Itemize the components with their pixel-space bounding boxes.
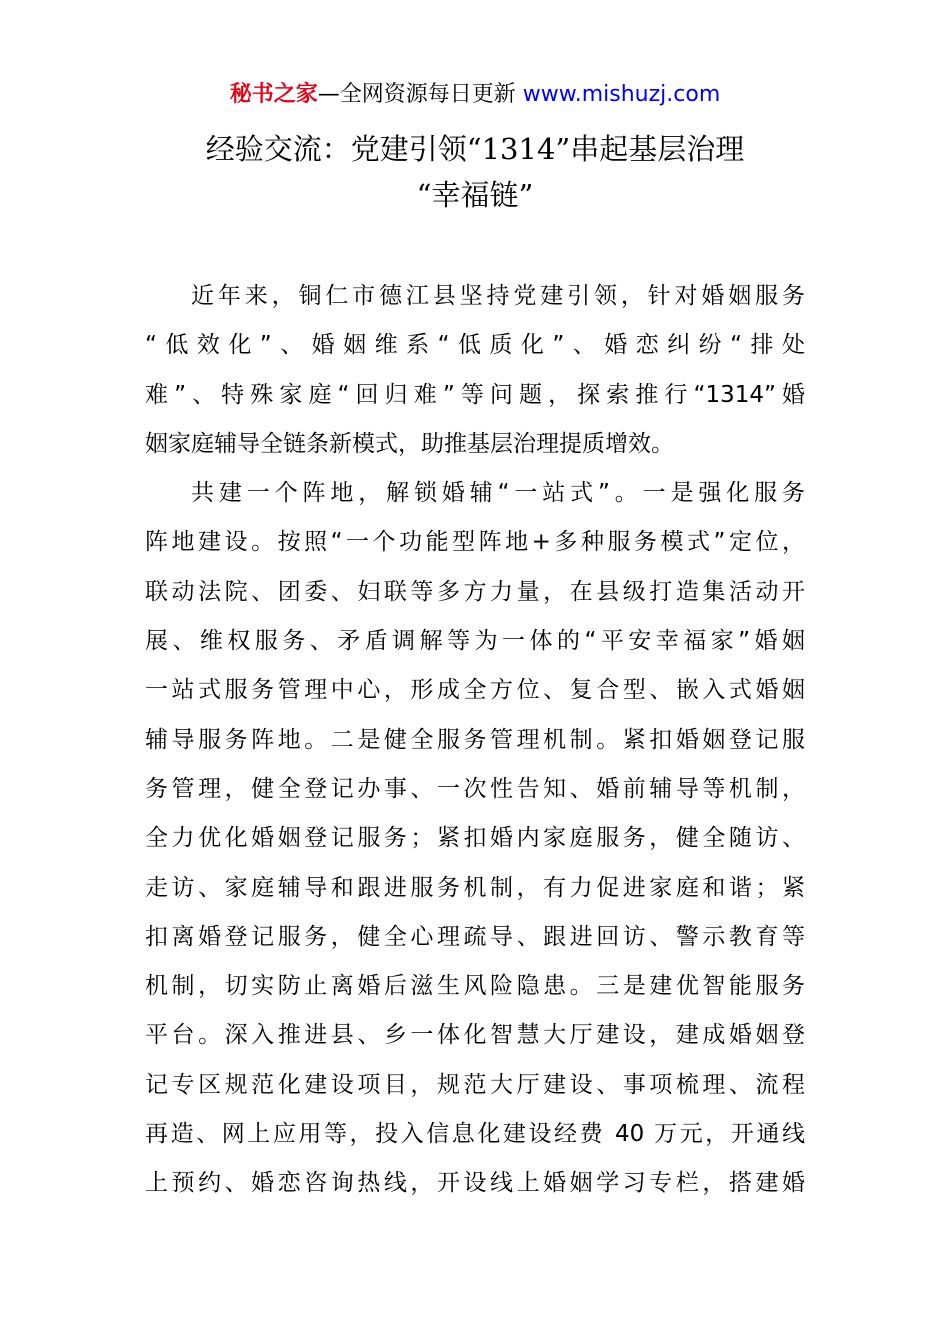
body-line: 共建一个阵地，解锁婚辅“一站式”。一是强化服务 [191, 480, 805, 507]
brand-name: 秘书之家 [229, 82, 318, 107]
body-line: “低效化”、婚姻维系“低质化”、婚恋纠纷“排处 [145, 332, 805, 359]
body-line: 姻家庭辅导全链条新模式，助推基层治理提质增效。 [145, 430, 674, 457]
body-line: 全力优化婚姻登记服务；紧扣婚内家庭服务，健全随访、 [145, 825, 805, 852]
body-line: 阵地建设。按照“一个功能型阵地+多种服务模式”定位， [145, 529, 805, 556]
body-line: 难”、特殊家庭“回归难”等问题，探索推行“1314”婚 [145, 381, 805, 408]
header-slogan: —全网资源每日更新 [317, 82, 516, 107]
article-body [145, 272, 805, 1209]
body-line: 记专区规范化建设项目，规范大厅建设、事项梳理、流程 [145, 1071, 805, 1098]
site-header [0, 80, 950, 110]
body-line: 上预约、婚恋咨询热线，开设线上婚姻学习专栏，搭建婚 [145, 1170, 805, 1197]
body-line: 扣离婚登记服务，健全心理疏导、跟进回访、警示教育等 [145, 923, 805, 950]
body-line: 平台。深入推进县、乡一体化智慧大厅建设，建成婚姻登 [145, 1022, 805, 1049]
title-line-1: 经验交流：党建引领“1314”串起基层治理 [205, 132, 745, 166]
title-line-2: “幸福链” [416, 178, 534, 212]
body-line: 再造、网上应用等，投入信息化建设经费 40 万元，开通线 [145, 1121, 805, 1148]
body-line: 联动法院、团委、妇联等多方力量，在县级打造集活动开 [145, 578, 805, 605]
body-line: 务管理，健全登记办事、一次性告知、婚前辅导等机制， [145, 775, 805, 802]
document-title [0, 126, 950, 218]
body-line: 走访、家庭辅导和跟进服务机制，有力促进家庭和谐；紧 [145, 874, 805, 901]
body-line: 展、维权服务、矛盾调解等为一体的“平安幸福家”婚姻 [145, 628, 805, 655]
body-line: 近年来，铜仁市德江县坚持党建引领，针对婚姻服务 [191, 283, 805, 309]
body-line: 辅导服务阵地。二是健全服务管理机制。紧扣婚姻登记服 [145, 726, 805, 753]
body-line: 机制，切实防止离婚后滋生风险隐患。三是建优智能服务 [145, 973, 805, 1000]
body-line: 一站式服务管理中心，形成全方位、复合型、嵌入式婚姻 [145, 677, 805, 704]
site-url-link[interactable]: www.mishuzj.com [522, 82, 721, 107]
